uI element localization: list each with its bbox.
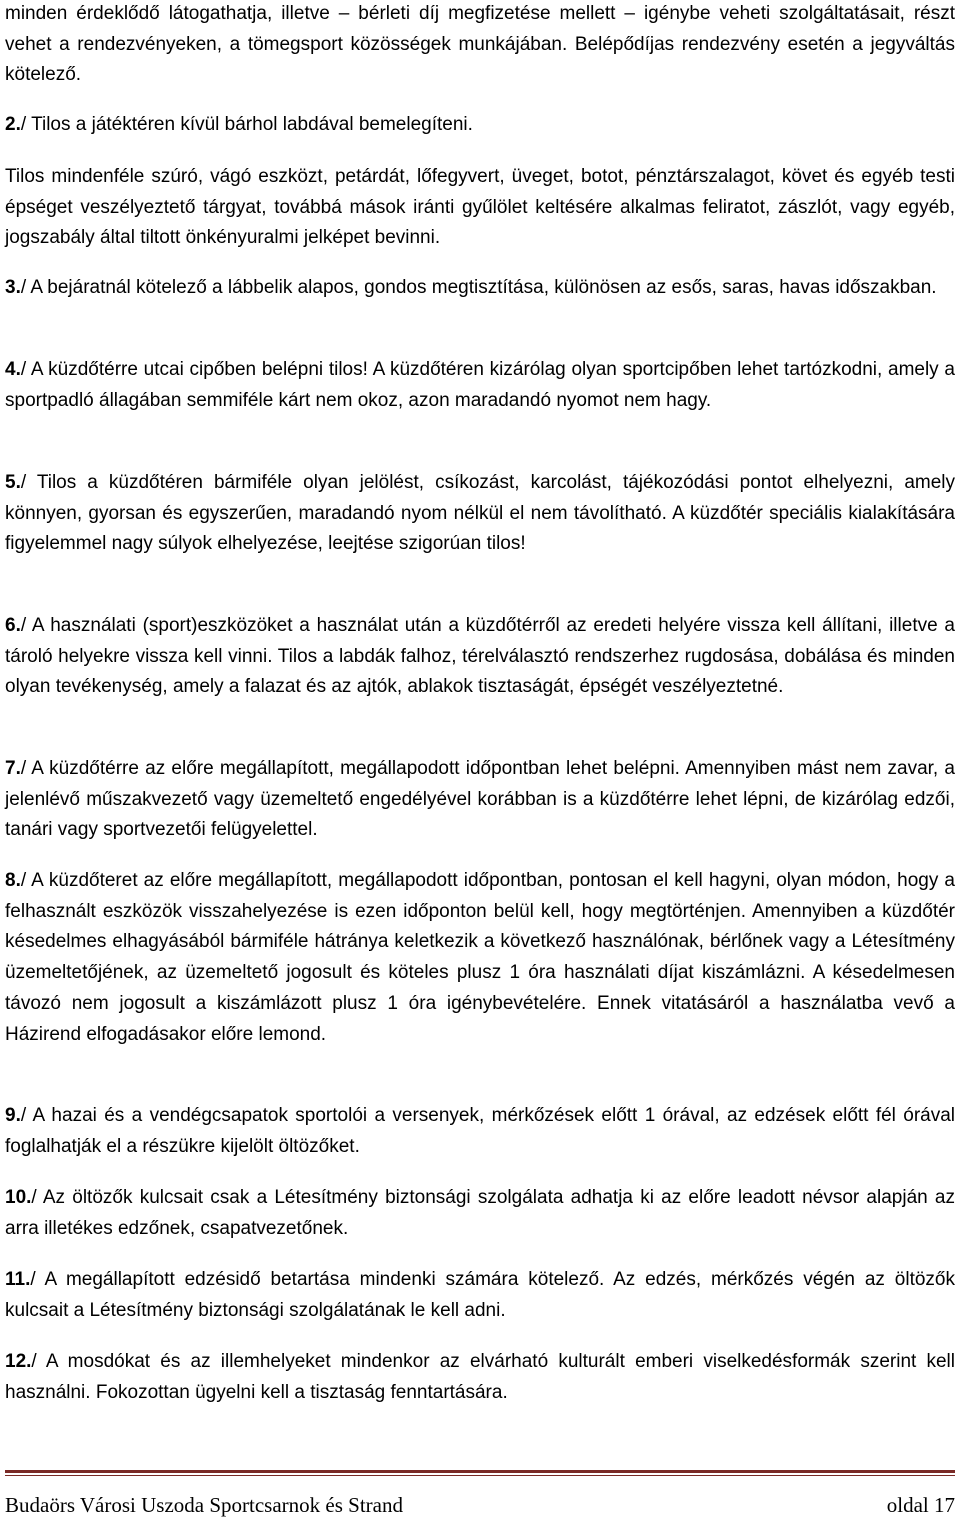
paragraph-text: Tilos mindenféle szúró, vágó eszközt, petárdát, lőfegyvert, üveget, botot, pénztárszalagot, követ és egyéb testi épséget veszélyeztető tárgyat, továbbá mások iránti gyűlölet keltésére alkalmas feliratot, zászlót, vagy egyéb, jogszabály által tiltott önkényuralmi jelképet bevinni.	[5, 166, 955, 249]
paragraph-number: 5.	[5, 472, 21, 493]
paragraph-rule-11	[5, 1265, 955, 1326]
paragraph-rule-5	[5, 468, 955, 560]
paragraph-text: / A küzdőteret az előre megállapított, megállapodott időpontban, pontosan el kell hagyni, olyan módon, hogy a felhasznált eszközök visszahelyezése is ezen időponton belül kell, hogy megtörténjen. Amennyiben a küzdőtér késedelmes elhagyásából bármiféle hátránya keletkezik a következő használónak, bérlőnek vagy a Létesítmény üzemeltetőjének, az üzemeltető jogosult és köteles plusz 1 óra használati díjat kiszámlázni. A késedelmesen távozó nem jogosult a kiszámlázott plusz 1 óra igénybevételére. Ennek vitatásáról a használatba vevő a Házirend elfogadásakor előre lemond.	[5, 870, 955, 1045]
paragraph-rule-9	[5, 1101, 955, 1162]
footer-divider	[5, 1470, 955, 1473]
paragraph-text: / A használati (sport)eszközöket a használat után a küzdőtérről az eredeti helyére vissza kell állítani, illetve a tároló helyekre vissza kell vinni. Tilos a labdák falhoz, térelválasztó rendszerhez rugdosása, dobálása és minden olyan tevékenység, amely a falazat és az ajtók, ablakok tisztaságát, épségét veszélyeztetné.	[5, 615, 955, 698]
paragraph-number: 9.	[5, 1105, 21, 1126]
paragraph-number: 4.	[5, 359, 21, 380]
paragraph-rule-7	[5, 754, 955, 846]
paragraph-number: 10.	[5, 1187, 32, 1208]
paragraph-rule-2	[5, 110, 955, 141]
paragraph-rule-6	[5, 611, 955, 703]
paragraph-text: / Tilos a játéktéren kívül bárhol labdával bemelegíteni.	[20, 114, 473, 135]
paragraph-text: / Tilos a küzdőtéren bármiféle olyan jelölést, csíkozást, karcolást, tájékozódási pontot elhelyezni, amely könnyen, gyorsan és egyszerűen, maradandó nyom nélkül el nem távolítható. A küzdőtér speciális kialakítására figyelemmel nagy súlyok elhelyezése, leejtése szigorúan tilos!	[5, 472, 955, 555]
paragraph-rule-8	[5, 866, 955, 1050]
paragraph-text: / A bejáratnál kötelező a lábbelik alapos, gondos megtisztítása, különösen az esős, saras, havas időszakban.	[20, 277, 937, 298]
paragraph-text: / A küzdőtérre az előre megállapított, megállapodott időpontban lehet belépni. Amennyiben mást nem zavar, a jelenlévő műszakvezető vagy üzemeltető engedélyével korábban is a küzdőtérre lehet lépni, de kizárólag edzői, tanári vagy sportvezetői felügyelettel.	[5, 758, 955, 841]
paragraph-text: / A megállapított edzésidő betartása mindenki számára kötelező. Az edzés, mérkőzés végén az öltözők kulcsait a Létesítmény biztonsági szolgálatának le kell adni.	[5, 1269, 955, 1321]
paragraph-number: 8.	[5, 870, 21, 891]
paragraph-rule-10	[5, 1183, 955, 1244]
footer-organization: Budaörs Városi Uszoda Sportcsarnok és Strand	[5, 1493, 403, 1517]
footer-text-row	[5, 1492, 955, 1518]
paragraph-number: 11.	[5, 1269, 31, 1290]
page-number: oldal 17	[886, 1493, 955, 1517]
paragraph-number: 6.	[5, 615, 21, 636]
paragraph-number: 2.	[5, 114, 21, 135]
paragraph-rule-4	[5, 355, 955, 416]
paragraph-text: / Az öltözők kulcsait csak a Létesítmény biztonsági szolgálata adhatja ki az előre leadott névsor alapján az arra illetékes edzőnek, csapatvezetőnek.	[5, 1187, 955, 1239]
paragraph-text: / A küzdőtérre utcai cipőben belépni tilos! A küzdőtéren kizárólag olyan sportcipőben lehet tartózkodni, amely a sportpadló állagában semmiféle kárt nem okoz, azon maradandó nyomot nem hagy.	[5, 359, 955, 411]
page-footer	[5, 1470, 955, 1518]
paragraph-text: / A mosdókat és az illemhelyeket mindenkor az elvárható kulturált emberi viselkedésformák szerint kell használni. Fokozottan ügyelni kell a tisztaság fenntartására.	[5, 1351, 955, 1403]
paragraph-number: 12.	[5, 1351, 32, 1372]
footer-divider-thin	[5, 1475, 955, 1476]
paragraph-rule-12	[5, 1347, 955, 1408]
paragraph-rule-3	[5, 273, 955, 304]
paragraph-text: minden érdeklődő látogathatja, illetve – bérleti díj megfizetése mellett – igénybe veheti szolgáltatásait, részt vehet a rendezvényeken, a tömegsport közösségek munkájában. Belépődíjas rendezvény esetén a jegyváltás kötelező.	[5, 3, 955, 86]
paragraph-rule-2-prohibited-items	[5, 162, 955, 254]
paragraph-number: 3.	[5, 277, 21, 298]
paragraph-number: 7.	[5, 758, 21, 779]
paragraph-text: / A hazai és a vendégcsapatok sportolói a versenyek, mérkőzések előtt 1 órával, az edzések előtt fél órával foglalhatják el a részükre kijelölt öltözőket.	[5, 1105, 955, 1157]
paragraph-intro-continuation	[5, 0, 955, 91]
